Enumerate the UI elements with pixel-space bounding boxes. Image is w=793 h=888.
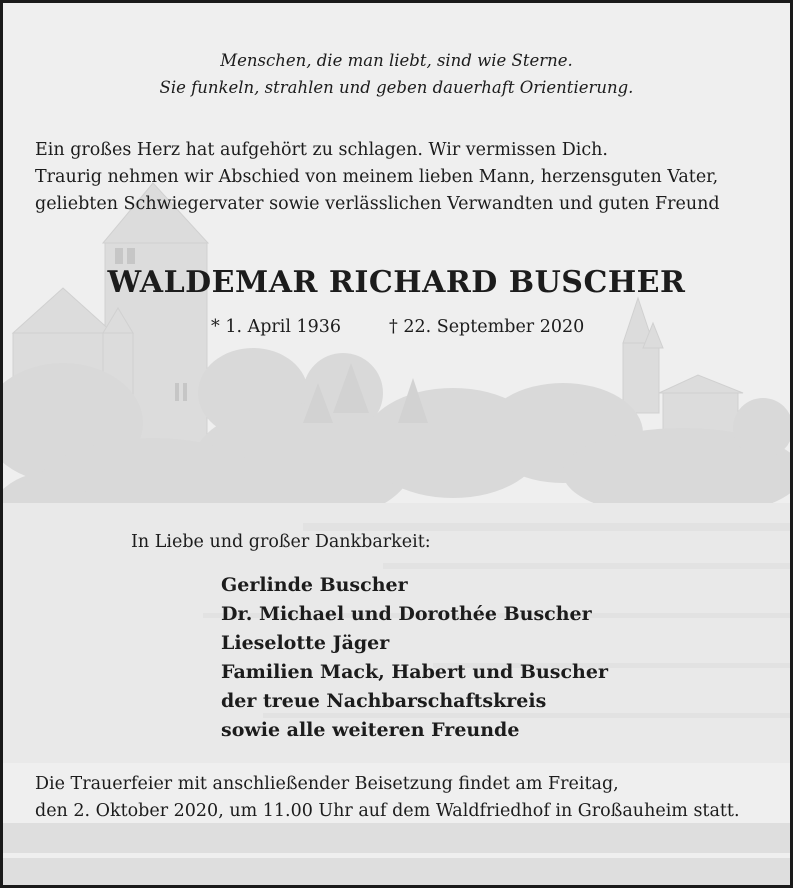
mourners-list	[221, 571, 608, 745]
mourner-name: sowie alle weiteren Freunde	[221, 719, 520, 741]
funeral-line: den 2. Oktober 2020, um 11.00 Uhr auf dem Waldfriedhof in Großauheim statt.	[35, 801, 740, 821]
poem-line: Menschen, die man liebt, sind wie Sterne.	[220, 51, 573, 70]
poem-line: Sie funkeln, strahlen und geben dauerhaft Orientierung.	[159, 78, 634, 97]
mourner-name: Lieselotte Jäger	[221, 632, 390, 654]
funeral-info	[35, 771, 785, 825]
mourner-name: Dr. Michael und Dorothée Buscher	[221, 603, 592, 625]
intro-line: Ein großes Herz hat aufgehört zu schlagen. Wir vermissen Dich.	[35, 140, 608, 160]
mourner-name: Familien Mack, Habert und Buscher	[221, 661, 608, 683]
intro-line: Traurig nehmen wir Abschied von meinem lieben Mann, herzensguten Vater,	[35, 167, 719, 187]
death-date: † 22. September 2020	[389, 317, 585, 337]
poem-quote	[3, 47, 790, 101]
birth-date: * 1. April 1936	[211, 317, 342, 337]
mourner-name: Gerlinde Buscher	[221, 574, 408, 596]
thanks-line: In Liebe und großer Dankbarkeit:	[131, 532, 431, 552]
mourner-name: der treue Nachbarschaftskreis	[221, 690, 547, 712]
deceased-name: WALDEMAR RICHARD BUSCHER	[107, 265, 686, 300]
funeral-line: Die Trauerfeier mit anschließender Beisetzung findet am Freitag,	[35, 774, 619, 794]
background-landscape-illustration	[3, 3, 790, 885]
intro-line: geliebten Schwiegervater sowie verlässlichen Verwandten und guten Freund	[35, 194, 720, 214]
intro-text	[35, 137, 775, 218]
